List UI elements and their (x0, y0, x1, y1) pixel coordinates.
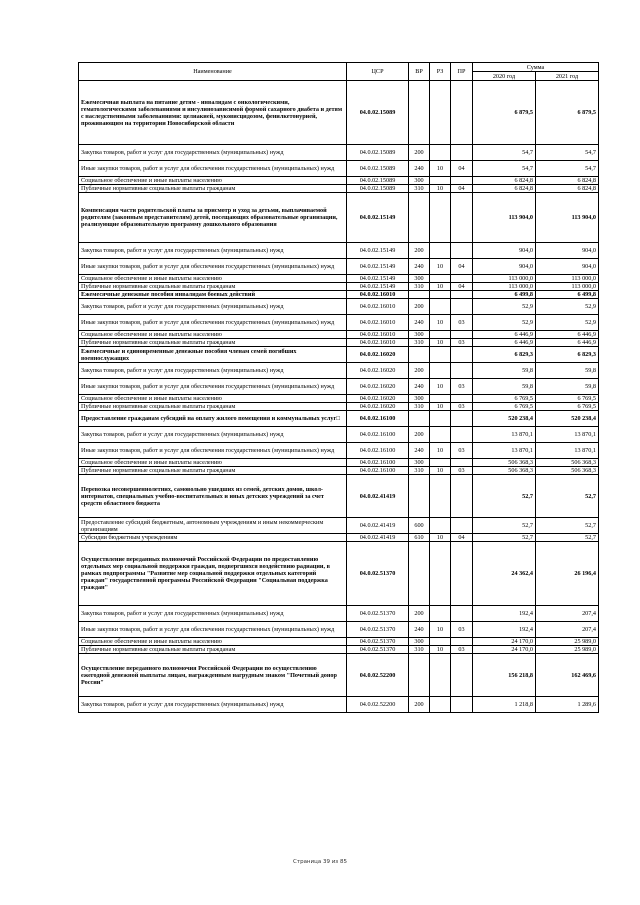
table-row (79, 339, 599, 347)
cell-2020: 6 824,8 (473, 185, 536, 193)
cell-2021: 113 904,0 (536, 193, 599, 243)
cell-csr: 04.0.02.41419 (347, 518, 409, 534)
cell-name: Социальное обеспечение и иные выплаты населению (79, 638, 347, 646)
cell-vr (409, 193, 430, 243)
cell-2020: 6 499,8 (473, 291, 536, 299)
cell-pr (451, 347, 473, 363)
cell-2021: 6 446,9 (536, 331, 599, 339)
cell-pr: 03 (451, 622, 473, 638)
cell-pr (451, 475, 473, 518)
cell-csr: 04.0.02.16010 (347, 339, 409, 347)
cell-pr (451, 459, 473, 467)
cell-2020: 506 368,3 (473, 467, 536, 475)
cell-pr (451, 243, 473, 259)
cell-2020: 13 870,1 (473, 443, 536, 459)
cell-name: Закупка товаров, работ и услуг для государственных (муниципальных) нужд (79, 427, 347, 443)
cell-pr: 04 (451, 283, 473, 291)
table-row (79, 363, 599, 379)
cell-2021: 25 989,0 (536, 646, 599, 654)
cell-name: Ежемесячные и единовременные денежные пособия членам семей погибших военнослужащих (79, 347, 347, 363)
cell-2020: 6 446,9 (473, 331, 536, 339)
table-row-section (79, 81, 599, 145)
cell-name: Иные закупки товаров, работ и услуг для обеспечения государственных (муниципальных) нужд (79, 161, 347, 177)
cell-rz (430, 291, 451, 299)
cell-2021: 6 769,5 (536, 403, 599, 411)
cell-vr (409, 291, 430, 299)
cell-vr (409, 542, 430, 606)
cell-2021: 904,0 (536, 259, 599, 275)
cell-rz (430, 606, 451, 622)
cell-rz (430, 177, 451, 185)
cell-2020: 192,4 (473, 622, 536, 638)
table-row-section (79, 654, 599, 697)
cell-csr: 04.0.02.16010 (347, 299, 409, 315)
cell-pr: 03 (451, 339, 473, 347)
cell-csr: 04.0.02.16100 (347, 467, 409, 475)
cell-2021: 6 829,3 (536, 347, 599, 363)
cell-csr: 04.0.02.16100 (347, 459, 409, 467)
table-row (79, 161, 599, 177)
header-sum: Сумма (473, 63, 599, 72)
cell-vr: 300 (409, 177, 430, 185)
cell-vr: 200 (409, 697, 430, 713)
cell-vr: 200 (409, 427, 430, 443)
cell-2020: 52,7 (473, 518, 536, 534)
cell-2021: 52,9 (536, 299, 599, 315)
cell-pr (451, 518, 473, 534)
cell-2021: 520 238,4 (536, 411, 599, 427)
cell-name: Иные закупки товаров, работ и услуг для обеспечения государственных (муниципальных) нужд (79, 259, 347, 275)
table-row (79, 403, 599, 411)
table-row (79, 518, 599, 534)
cell-pr: 03 (451, 467, 473, 475)
cell-csr: 04.0.02.15089 (347, 185, 409, 193)
table-row (79, 638, 599, 646)
table-row (79, 243, 599, 259)
cell-2020: 192,4 (473, 606, 536, 622)
cell-2021: 13 870,1 (536, 427, 599, 443)
budget-table (78, 62, 599, 713)
table-header (79, 63, 599, 81)
cell-csr: 04.0.02.15149 (347, 259, 409, 275)
cell-2021: 207,4 (536, 622, 599, 638)
cell-csr: 04.0.02.16020 (347, 379, 409, 395)
header-vr: ВР (409, 63, 430, 81)
cell-2021: 26 196,4 (536, 542, 599, 606)
cell-2020: 113 000,0 (473, 275, 536, 283)
cell-rz (430, 363, 451, 379)
cell-pr (451, 291, 473, 299)
cell-csr: 04.0.02.15149 (347, 283, 409, 291)
cell-pr: 03 (451, 443, 473, 459)
cell-name: Публичные нормативные социальные выплаты гражданам (79, 283, 347, 291)
cell-csr: 04.0.02.16020 (347, 347, 409, 363)
cell-vr: 200 (409, 299, 430, 315)
table-row (79, 315, 599, 331)
table-row (79, 395, 599, 403)
table-row (79, 275, 599, 283)
cell-rz (430, 542, 451, 606)
cell-2020: 113 000,0 (473, 283, 536, 291)
cell-vr: 310 (409, 403, 430, 411)
cell-rz (430, 193, 451, 243)
table-row (79, 177, 599, 185)
cell-name: Иные закупки товаров, работ и услуг для обеспечения государственных (муниципальных) нужд (79, 379, 347, 395)
cell-csr: 04.0.02.15089 (347, 145, 409, 161)
page-footer: Страница 39 из 85 (293, 859, 347, 865)
cell-pr (451, 81, 473, 145)
table-row (79, 283, 599, 291)
budget-table-container (78, 62, 598, 713)
header-rz: РЗ (430, 63, 451, 81)
table-row-section (79, 542, 599, 606)
cell-name: Закупка товаров, работ и услуг для государственных (муниципальных) нужд (79, 145, 347, 161)
cell-2020: 520 238,4 (473, 411, 536, 427)
cell-rz (430, 518, 451, 534)
cell-2021: 113 000,0 (536, 275, 599, 283)
cell-vr (409, 411, 430, 427)
cell-vr: 300 (409, 331, 430, 339)
cell-name: Закупка товаров, работ и услуг для государственных (муниципальных) нужд (79, 363, 347, 379)
table-row-section (79, 411, 599, 427)
cell-vr (409, 347, 430, 363)
cell-name: Публичные нормативные социальные выплаты гражданам (79, 467, 347, 475)
cell-vr: 310 (409, 467, 430, 475)
cell-pr: 04 (451, 161, 473, 177)
cell-rz (430, 654, 451, 697)
cell-rz: 10 (430, 379, 451, 395)
cell-name: Иные закупки товаров, работ и услуг для обеспечения государственных (муниципальных) нужд (79, 443, 347, 459)
cell-rz (430, 243, 451, 259)
cell-csr: 04.0.02.16010 (347, 331, 409, 339)
cell-2021: 52,7 (536, 534, 599, 542)
table-row-section (79, 347, 599, 363)
cell-name: Осуществление переданного полномочия Российской Федерации по осуществлению ежегодной денежной выплаты лицам, награжденным нагрудным знаком "Почетный донор России" (79, 654, 347, 697)
cell-2021: 52,7 (536, 475, 599, 518)
cell-vr: 240 (409, 259, 430, 275)
cell-2021: 6 879,5 (536, 81, 599, 145)
cell-pr: 04 (451, 259, 473, 275)
header-pr: ПР (451, 63, 473, 81)
cell-2020: 59,8 (473, 363, 536, 379)
cell-pr (451, 697, 473, 713)
cell-2021: 6 446,9 (536, 339, 599, 347)
cell-rz: 10 (430, 315, 451, 331)
cell-name: Осуществление переданных полномочий Российской Федерации по предоставлению отдельных мер социальной поддержки граждан, подвергшихся воздействию радиации, в рамках подпрограммы "Развитие мер социальной поддержки отдельных категорий граждан" государственной программы Российской Федерации "Социальная поддержка граждан" (79, 542, 347, 606)
cell-csr: 04.0.02.51370 (347, 638, 409, 646)
cell-2021: 54,7 (536, 161, 599, 177)
cell-2021: 25 989,0 (536, 638, 599, 646)
cell-name: Социальное обеспечение и иные выплаты населению (79, 177, 347, 185)
cell-2021: 6 769,5 (536, 395, 599, 403)
cell-vr: 200 (409, 243, 430, 259)
cell-vr: 300 (409, 459, 430, 467)
cell-vr (409, 475, 430, 518)
header-csr: ЦСР (347, 63, 409, 81)
cell-csr: 04.0.02.16020 (347, 395, 409, 403)
cell-2020: 59,8 (473, 379, 536, 395)
cell-2021: 6 824,8 (536, 185, 599, 193)
cell-rz (430, 427, 451, 443)
cell-2020: 6 446,9 (473, 339, 536, 347)
cell-name: Иные закупки товаров, работ и услуг для обеспечения государственных (муниципальных) нужд (79, 622, 347, 638)
cell-pr (451, 331, 473, 339)
cell-csr: 04.0.02.51370 (347, 542, 409, 606)
cell-name: Перевозка несовершеннолетних, самовольно ушедших из семей, детских домов, школ-интернатов, специальных учебно-воспитательных и иных детских учреждений за счет средств областного бюджета (79, 475, 347, 518)
cell-2020: 6 824,8 (473, 177, 536, 185)
table-row-section (79, 475, 599, 518)
cell-name: Закупка товаров, работ и услуг для государственных (муниципальных) нужд (79, 243, 347, 259)
cell-vr: 300 (409, 638, 430, 646)
cell-name: Закупка товаров, работ и услуг для государственных (муниципальных) нужд (79, 299, 347, 315)
cell-pr: 03 (451, 379, 473, 395)
cell-2021: 6 824,8 (536, 177, 599, 185)
table-row-section (79, 193, 599, 243)
cell-vr: 610 (409, 534, 430, 542)
cell-csr: 04.0.02.15149 (347, 243, 409, 259)
cell-vr: 200 (409, 363, 430, 379)
cell-2020: 506 368,3 (473, 459, 536, 467)
cell-csr: 04.0.02.16020 (347, 363, 409, 379)
cell-csr: 04.0.02.41419 (347, 534, 409, 542)
cell-pr (451, 193, 473, 243)
cell-csr: 04.0.02.51370 (347, 606, 409, 622)
cell-name: Социальное обеспечение и иные выплаты населению (79, 459, 347, 467)
cell-2020: 52,9 (473, 315, 536, 331)
cell-vr: 310 (409, 185, 430, 193)
cell-vr: 310 (409, 646, 430, 654)
table-row-section (79, 291, 599, 299)
cell-2021: 113 000,0 (536, 283, 599, 291)
cell-2020: 54,7 (473, 161, 536, 177)
cell-rz: 10 (430, 185, 451, 193)
cell-csr: 04.0.02.15149 (347, 275, 409, 283)
cell-2020: 6 769,5 (473, 403, 536, 411)
cell-2020: 6 769,5 (473, 395, 536, 403)
cell-vr: 200 (409, 606, 430, 622)
table-row (79, 534, 599, 542)
cell-csr: 04.0.02.16100 (347, 443, 409, 459)
cell-rz (430, 638, 451, 646)
cell-name: Ежемесячные денежные пособия инвалидам боевых действий (79, 291, 347, 299)
cell-vr: 300 (409, 395, 430, 403)
header-name: Наименование (79, 63, 347, 81)
cell-2020: 24 170,0 (473, 638, 536, 646)
cell-rz (430, 145, 451, 161)
cell-2020: 6 829,3 (473, 347, 536, 363)
table-body (79, 81, 599, 713)
table-row (79, 697, 599, 713)
cell-name: Публичные нормативные социальные выплаты гражданам (79, 339, 347, 347)
table-row (79, 646, 599, 654)
cell-vr (409, 654, 430, 697)
table-row (79, 331, 599, 339)
cell-csr: 04.0.02.51370 (347, 646, 409, 654)
cell-pr (451, 299, 473, 315)
cell-csr: 04.0.02.16020 (347, 403, 409, 411)
table-row (79, 145, 599, 161)
cell-vr: 200 (409, 145, 430, 161)
cell-name: Субсидии бюджетным учреждениям (79, 534, 347, 542)
cell-rz: 10 (430, 646, 451, 654)
cell-2021: 162 469,6 (536, 654, 599, 697)
cell-vr: 240 (409, 443, 430, 459)
cell-name: Ежемесячная выплата на питание детям - инвалидам с онкологическими, гематологическими заболеваниями и инсулинозависимой формой сахарного диабета и детям с наследственными заболеваниями: целиакией, муковисцидозом, фенилкетонурией, проживающим на территории Новосибирской области (79, 81, 347, 145)
cell-rz (430, 299, 451, 315)
cell-pr (451, 542, 473, 606)
cell-rz (430, 475, 451, 518)
cell-rz (430, 331, 451, 339)
cell-vr: 240 (409, 379, 430, 395)
table-row (79, 299, 599, 315)
cell-pr (451, 363, 473, 379)
cell-pr: 04 (451, 185, 473, 193)
table-row (79, 467, 599, 475)
cell-2021: 54,7 (536, 145, 599, 161)
cell-rz (430, 347, 451, 363)
cell-pr: 03 (451, 315, 473, 331)
cell-csr: 04.0.02.41419 (347, 475, 409, 518)
cell-vr: 310 (409, 283, 430, 291)
cell-csr: 04.0.02.15089 (347, 177, 409, 185)
cell-2021: 52,9 (536, 315, 599, 331)
cell-name: Публичные нормативные социальные выплаты гражданам (79, 403, 347, 411)
cell-vr: 240 (409, 622, 430, 638)
cell-csr: 04.0.02.16100 (347, 427, 409, 443)
table-row (79, 459, 599, 467)
cell-csr: 04.0.02.16010 (347, 315, 409, 331)
cell-vr: 240 (409, 315, 430, 331)
cell-pr (451, 427, 473, 443)
cell-2021: 52,7 (536, 518, 599, 534)
cell-pr (451, 638, 473, 646)
cell-name: Закупка товаров, работ и услуг для государственных (муниципальных) нужд (79, 697, 347, 713)
cell-2020: 1 218,8 (473, 697, 536, 713)
table-row (79, 379, 599, 395)
header-year-2021: 2021 год (536, 72, 599, 81)
cell-name: Закупка товаров, работ и услуг для государственных (муниципальных) нужд (79, 606, 347, 622)
cell-rz: 10 (430, 283, 451, 291)
cell-csr: 04.0.02.16010 (347, 291, 409, 299)
cell-pr (451, 177, 473, 185)
cell-rz (430, 459, 451, 467)
table-row (79, 443, 599, 459)
cell-csr: 04.0.02.16100 (347, 411, 409, 427)
cell-2021: 1 289,6 (536, 697, 599, 713)
cell-2021: 59,8 (536, 363, 599, 379)
cell-2020: 904,0 (473, 243, 536, 259)
cell-pr (451, 275, 473, 283)
cell-2021: 59,8 (536, 379, 599, 395)
table-row (79, 259, 599, 275)
table-row (79, 427, 599, 443)
cell-name: Предоставление гражданам субсидий на оплату жилого помещения и коммунальных услуг□ (79, 411, 347, 427)
cell-name: Публичные нормативные социальные выплаты гражданам (79, 646, 347, 654)
cell-csr: 04.0.02.52200 (347, 697, 409, 713)
cell-vr (409, 81, 430, 145)
cell-2020: 113 904,0 (473, 193, 536, 243)
cell-vr: 600 (409, 518, 430, 534)
cell-name: Публичные нормативные социальные выплаты гражданам (79, 185, 347, 193)
cell-2021: 207,4 (536, 606, 599, 622)
cell-2020: 52,9 (473, 299, 536, 315)
cell-2020: 6 879,5 (473, 81, 536, 145)
cell-pr: 03 (451, 403, 473, 411)
cell-name: Иные закупки товаров, работ и услуг для обеспечения государственных (муниципальных) нужд (79, 315, 347, 331)
cell-rz: 10 (430, 467, 451, 475)
cell-rz: 10 (430, 443, 451, 459)
cell-csr: 04.0.02.15089 (347, 161, 409, 177)
cell-rz (430, 275, 451, 283)
cell-csr: 04.0.02.52200 (347, 654, 409, 697)
cell-rz: 10 (430, 403, 451, 411)
cell-csr: 04.0.02.15149 (347, 193, 409, 243)
cell-rz: 10 (430, 161, 451, 177)
cell-2020: 54,7 (473, 145, 536, 161)
table-row (79, 622, 599, 638)
table-row (79, 606, 599, 622)
cell-2020: 156 218,8 (473, 654, 536, 697)
cell-2021: 6 499,8 (536, 291, 599, 299)
cell-2020: 13 870,1 (473, 427, 536, 443)
cell-rz (430, 81, 451, 145)
cell-pr: 04 (451, 534, 473, 542)
cell-name: Социальное обеспечение и иные выплаты населению (79, 395, 347, 403)
cell-pr (451, 654, 473, 697)
cell-2020: 24 362,4 (473, 542, 536, 606)
header-year-2020: 2020 год (473, 72, 536, 81)
cell-2020: 904,0 (473, 259, 536, 275)
cell-2020: 52,7 (473, 475, 536, 518)
cell-pr (451, 395, 473, 403)
cell-pr: 03 (451, 646, 473, 654)
cell-name: Социальное обеспечение и иные выплаты населению (79, 331, 347, 339)
cell-rz: 10 (430, 259, 451, 275)
cell-rz: 10 (430, 534, 451, 542)
cell-vr: 240 (409, 161, 430, 177)
cell-2020: 52,7 (473, 534, 536, 542)
cell-csr: 04.0.02.51370 (347, 622, 409, 638)
cell-rz: 10 (430, 339, 451, 347)
cell-vr: 300 (409, 275, 430, 283)
cell-name: Предоставление субсидий бюджетным, автономным учреждениям и иным некоммерческим организациям (79, 518, 347, 534)
cell-name: Компенсация части родительской платы за присмотр и уход за детьми, выплачиваемой родителям (законным представителям) детей, посещающих образовательные организации, реализующие образовательную программу дошкольного образования (79, 193, 347, 243)
cell-csr: 04.0.02.15089 (347, 81, 409, 145)
cell-2021: 506 368,3 (536, 459, 599, 467)
cell-2021: 904,0 (536, 243, 599, 259)
cell-pr (451, 411, 473, 427)
cell-name: Социальное обеспечение и иные выплаты населению (79, 275, 347, 283)
cell-rz (430, 395, 451, 403)
table-row (79, 185, 599, 193)
cell-rz: 10 (430, 622, 451, 638)
cell-rz (430, 697, 451, 713)
cell-2021: 13 870,1 (536, 443, 599, 459)
cell-rz (430, 411, 451, 427)
cell-pr (451, 145, 473, 161)
cell-2021: 506 368,3 (536, 467, 599, 475)
cell-vr: 310 (409, 339, 430, 347)
cell-2020: 24 170,0 (473, 646, 536, 654)
cell-pr (451, 606, 473, 622)
